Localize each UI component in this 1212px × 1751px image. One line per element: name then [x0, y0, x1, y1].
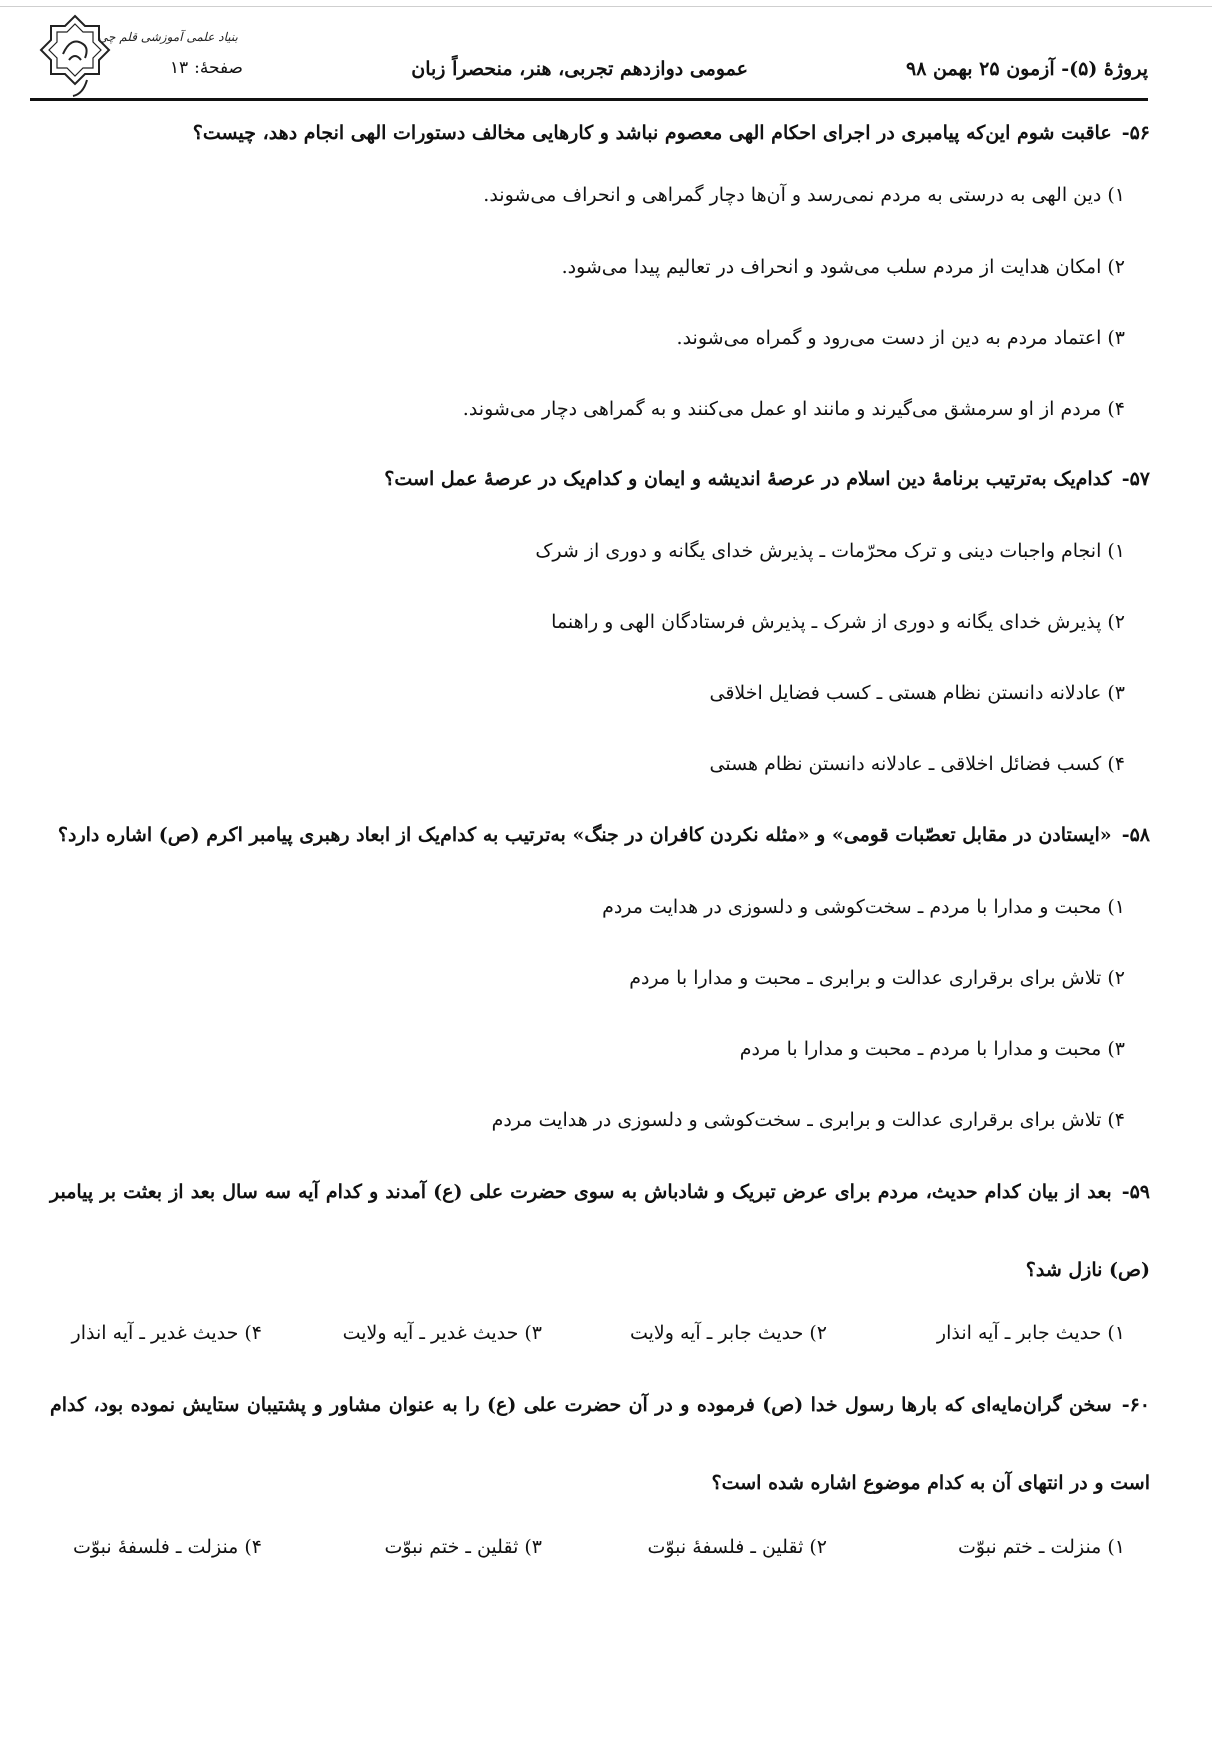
exam-subject: عمومی دوازدهم تجربی، هنر، منحصراً زبان: [411, 58, 748, 80]
option-56-1[interactable]: ۱)دین الهی به درستی به مردم نمی‌رسد و آن‌ها دچار گمراهی و انحراف می‌شوند.: [483, 184, 1125, 206]
page-number: ۱۳: [169, 58, 189, 78]
question-58: [58, 824, 1150, 846]
option-60-2[interactable]: ۲)ثقلین ـ فلسفهٔ نبوّت: [647, 1536, 827, 1558]
option-59-4[interactable]: ۴)حدیث غدیر ـ آیه انذار: [71, 1322, 262, 1344]
option-60-3[interactable]: ۳)ثقلین ـ ختم نبوّت: [384, 1536, 542, 1558]
option-60-4[interactable]: ۴)منزلت ـ فلسفهٔ نبوّت: [72, 1536, 262, 1558]
option-57-1[interactable]: ۱)انجام واجبات دینی و ترک محرّمات ـ پذیرش خدای یگانه و دوری از شرک: [535, 540, 1125, 562]
question-text: بعد از بیان کدام حدیث، مردم برای عرض تبریک و شادباش به سوی حضرت علی (ع) آمدند و کدام آیه سه سال بعد از بعثت بر پیامبر (ص) نازل شد؟: [50, 1181, 1150, 1281]
question-number: ۶۰-: [1121, 1394, 1150, 1416]
question-56: [193, 122, 1150, 144]
option-59-3[interactable]: ۳)حدیث غدیر ـ آیه ولایت: [342, 1322, 542, 1344]
top-border: [0, 6, 1212, 7]
question-number: ۵۹-: [1121, 1181, 1150, 1203]
option-59-2[interactable]: ۲)حدیث جابر ـ آیه ولایت: [629, 1322, 827, 1344]
question-60: [50, 1366, 1150, 1522]
logo-caption: بنیاد علمی آموزشی قلم چی: [98, 30, 238, 44]
question-57: [384, 468, 1150, 490]
option-58-1[interactable]: ۱)محبت و مدارا با مردم ـ سخت‌کوشی و دلسوزی در هدایت مردم: [602, 896, 1125, 918]
option-59-1[interactable]: ۱)حدیث جابر ـ آیه انذار: [936, 1322, 1125, 1344]
option-58-3[interactable]: ۳)محبت و مدارا با مردم ـ محبت و مدارا با مردم: [739, 1038, 1125, 1060]
option-57-2[interactable]: ۲)پذیرش خدای یگانه و دوری از شرک ـ پذیرش فرستادگان الهی و راهنما: [551, 611, 1125, 633]
page-indicator: [164, 58, 243, 78]
question-text: سخن گران‌مایه‌ای که بارها رسول خدا (ص) فرموده و در آن حضرت علی (ع) را به عنوان مشاور و پشتیبان ستایش نموده بود، کدام است و در انتهای آن به کدام موضوع اشاره شده است؟: [50, 1394, 1150, 1494]
option-58-4[interactable]: ۴)تلاش برای برقراری عدالت و برابری ـ سخت‌کوشی و دلسوزی در هدایت مردم: [491, 1109, 1125, 1131]
header-rule: [30, 98, 1148, 101]
option-60-1[interactable]: ۱)منزلت ـ ختم نبوّت: [957, 1536, 1125, 1558]
question-text: «ایستادن در مقابل تعصّبات قومی» و «مثله نکردن کافران در جنگ» به‌ترتیب به کدام‌یک از ابعاد رهبری پیامبر اکرم (ص) اشاره دارد؟: [57, 824, 1112, 846]
page-header: [30, 50, 1148, 100]
question-59: [50, 1153, 1150, 1309]
question-number: ۵۶-: [1121, 122, 1150, 144]
page-label: صفحهٔ:: [194, 58, 243, 78]
option-57-4[interactable]: ۴)کسب فضائل اخلاقی ـ عادلانه دانستن نظام هستی: [709, 753, 1125, 775]
question-text: عاقبت شوم این‌که پیامبری در اجرای احکام الهی معصوم نباشد و کارهایی مخالف دستورات الهی انجام دهد، چیست؟: [192, 122, 1112, 144]
option-56-2[interactable]: ۲)امکان هدایت از مردم سلب می‌شود و انحراف در تعالیم پیدا می‌شود.: [561, 256, 1125, 278]
option-56-4[interactable]: ۴)مردم از او سرمشق می‌گیرند و مانند او عمل می‌کنند و به گمراهی دچار می‌شوند.: [462, 398, 1125, 420]
option-57-3[interactable]: ۳)عادلانه دانستن نظام هستی ـ کسب فضایل اخلاقی: [709, 682, 1125, 704]
question-text: کدام‌یک به‌ترتیب برنامهٔ دین اسلام در عرصهٔ اندیشه و ایمان و کدام‌یک در عرصهٔ عمل است؟: [384, 468, 1112, 490]
question-number: ۵۸-: [1121, 824, 1150, 846]
exam-title: پروژهٔ (۵)- آزمون ۲۵ بهمن ۹۸: [906, 58, 1148, 80]
option-58-2[interactable]: ۲)تلاش برای برقراری عدالت و برابری ـ محبت و مدارا با مردم: [629, 967, 1125, 989]
question-number: ۵۷-: [1121, 468, 1150, 490]
option-56-3[interactable]: ۳)اعتماد مردم به دین از دست می‌رود و گمراه می‌شوند.: [676, 327, 1125, 349]
